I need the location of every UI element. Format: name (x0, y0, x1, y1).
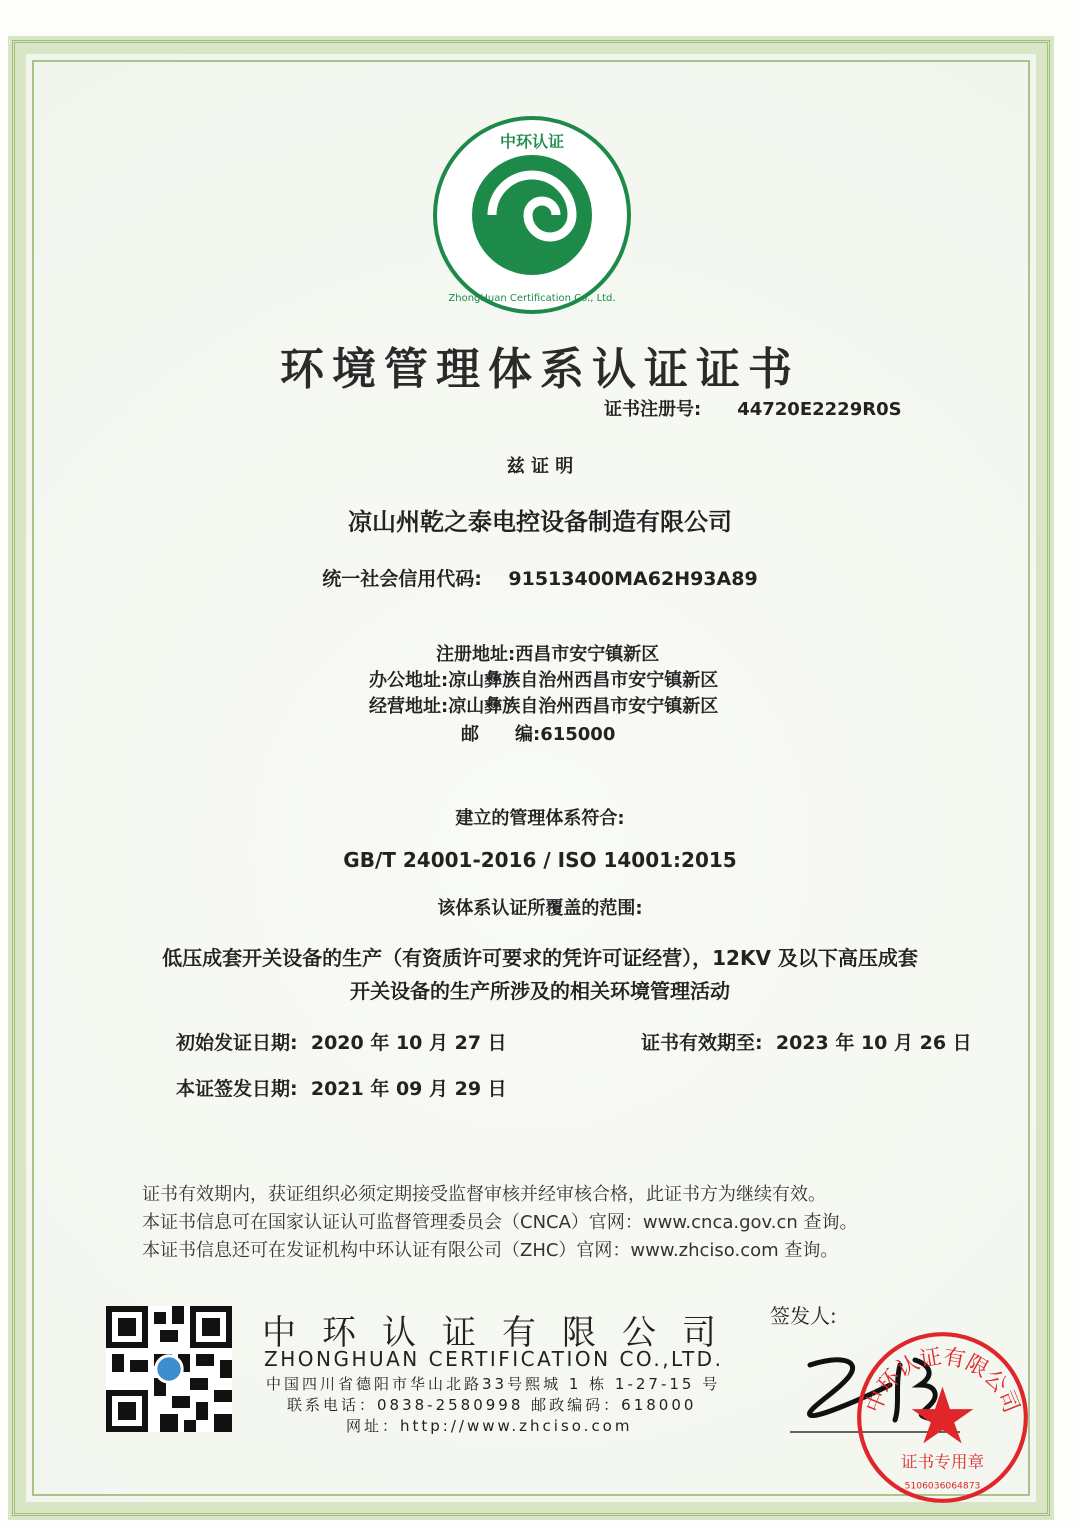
reg-value: 44720E2229R0S (737, 399, 902, 420)
logo-text-cn: 中环认证 (499, 132, 565, 151)
company-name: 凉山州乾之泰电控设备制造有限公司 (348, 508, 732, 536)
official-stamp (855, 1330, 1030, 1505)
stamp-sub: 证书专用章 (900, 1452, 985, 1472)
conform-label: 建立的管理体系符合: (455, 808, 625, 829)
address-office: 办公地址:凉山彝族自治州西昌市安宁镇新区 (369, 670, 719, 691)
note-2: 本证书信息可在国家认证认可监督管理委员会（CNCA）官网：www.cnca.gov.cn 查询。 (142, 1212, 858, 1233)
issue-date: 本证签发日期: 2021 年 09 月 29 日 (176, 1078, 507, 1100)
issuer-address: 中国四川省德阳市华山北路33号熙城 1 栋 1-27-15 号 (266, 1375, 721, 1393)
initial-date: 初始发证日期: 2020 年 10 月 27 日 (176, 1032, 507, 1054)
scope-line-2: 开关设备的生产所涉及的相关环境管理活动 (350, 979, 730, 1003)
credit-label: 统一社会信用代码: (322, 568, 482, 590)
postal-code: 邮 编:615000 (461, 724, 616, 745)
issuer-name-en: ZHONGHUAN CERTIFICATION CO.,LTD. (264, 1347, 724, 1371)
stamp-number: 5106036064873 (904, 1480, 981, 1492)
issuer-name-cn: 中环认证有限公司 (262, 1313, 742, 1353)
qr-code (106, 1306, 232, 1432)
signer-label: 签发人: (770, 1304, 837, 1328)
valid-until: 证书有效期至: 2023 年 10 月 26 日 (641, 1032, 972, 1054)
issuer-contact: 联系电话：0838-2580998 邮政编码：618000 (287, 1396, 697, 1414)
certificate-title: 环境管理体系认证证书 (280, 344, 800, 395)
note-1: 证书有效期内，获证组织必须定期接受监督审核并经审核合格，此证书方为继续有效。 (142, 1184, 826, 1205)
scope-line-1: 低压成套开关设备的生产（有资质许可要求的凭许可证经营），12KV 及以下高压成套 (162, 946, 918, 970)
reg-label: 证书注册号: (604, 399, 702, 420)
zhonghuan-logo (432, 115, 632, 315)
stamp-text: 中环认证有限公司 (861, 1344, 1024, 1417)
logo-text-en: ZhongHuan Certification Co., Ltd. (448, 293, 616, 304)
address-business: 经营地址:凉山彝族自治州西昌市安宁镇新区 (369, 696, 719, 717)
credit-value: 91513400MA62H93A89 (508, 568, 758, 590)
credit-code (0, 564, 1080, 591)
standard: GB/T 24001-2016 / ISO 14001:2015 (343, 848, 737, 872)
scope-label: 该体系认证所覆盖的范围: (437, 898, 643, 919)
certify-heading: 兹 证 明 (506, 456, 574, 477)
issuer-website: 网址：http://www.zhciso.com (346, 1417, 633, 1435)
registration-number (604, 395, 902, 421)
address-registered: 注册地址:西昌市安宁镇新区 (436, 644, 660, 665)
note-3: 本证书信息还可在发证机构中环认证有限公司（ZHC）官网：www.zhciso.com 查询。 (142, 1240, 839, 1261)
